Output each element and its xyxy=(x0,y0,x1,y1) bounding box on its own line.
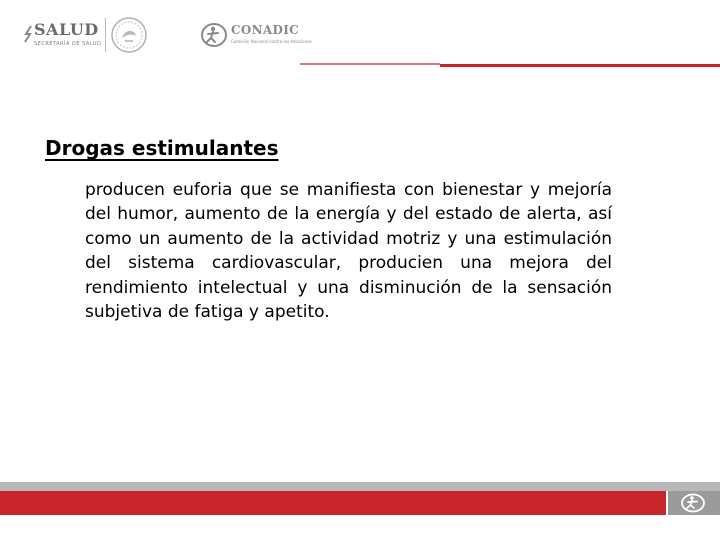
salud-logo-subtitle: SECRETARÍA DE SALUD xyxy=(34,41,102,47)
conadic-logo-text: CONADIC xyxy=(231,23,299,37)
conadic-logo-subtitle: Comisión Nacional contra las Adicciones xyxy=(231,39,312,44)
footer-badge xyxy=(668,491,720,515)
header xyxy=(0,0,720,70)
header-rule-thin xyxy=(300,63,440,65)
logo-divider xyxy=(105,18,106,52)
salud-mark-icon xyxy=(22,24,34,44)
conadic-footer-icon xyxy=(680,493,706,513)
salud-logo-text: SALUD xyxy=(34,20,99,39)
header-rule-thick xyxy=(440,64,720,67)
conadic-logo xyxy=(200,22,310,48)
national-seal-icon xyxy=(110,16,148,54)
conadic-figure-icon xyxy=(200,22,228,48)
footer-red-band xyxy=(0,491,666,515)
slide-title: Drogas estimulantes xyxy=(45,136,279,160)
slide-body-text: producen euforia que se manifiesta con bienestar y mejoría del humor, aumento de la energía y del estado de alerta, así como un aumento de la actividad motriz y una estimulación del sistema cardiovascular, producien una mejora del rendimiento intelectual y una disminución de la sensación subjetiva de fatiga y apetito. xyxy=(85,180,612,323)
salud-logo xyxy=(22,18,102,48)
footer-gray-band xyxy=(0,482,720,491)
